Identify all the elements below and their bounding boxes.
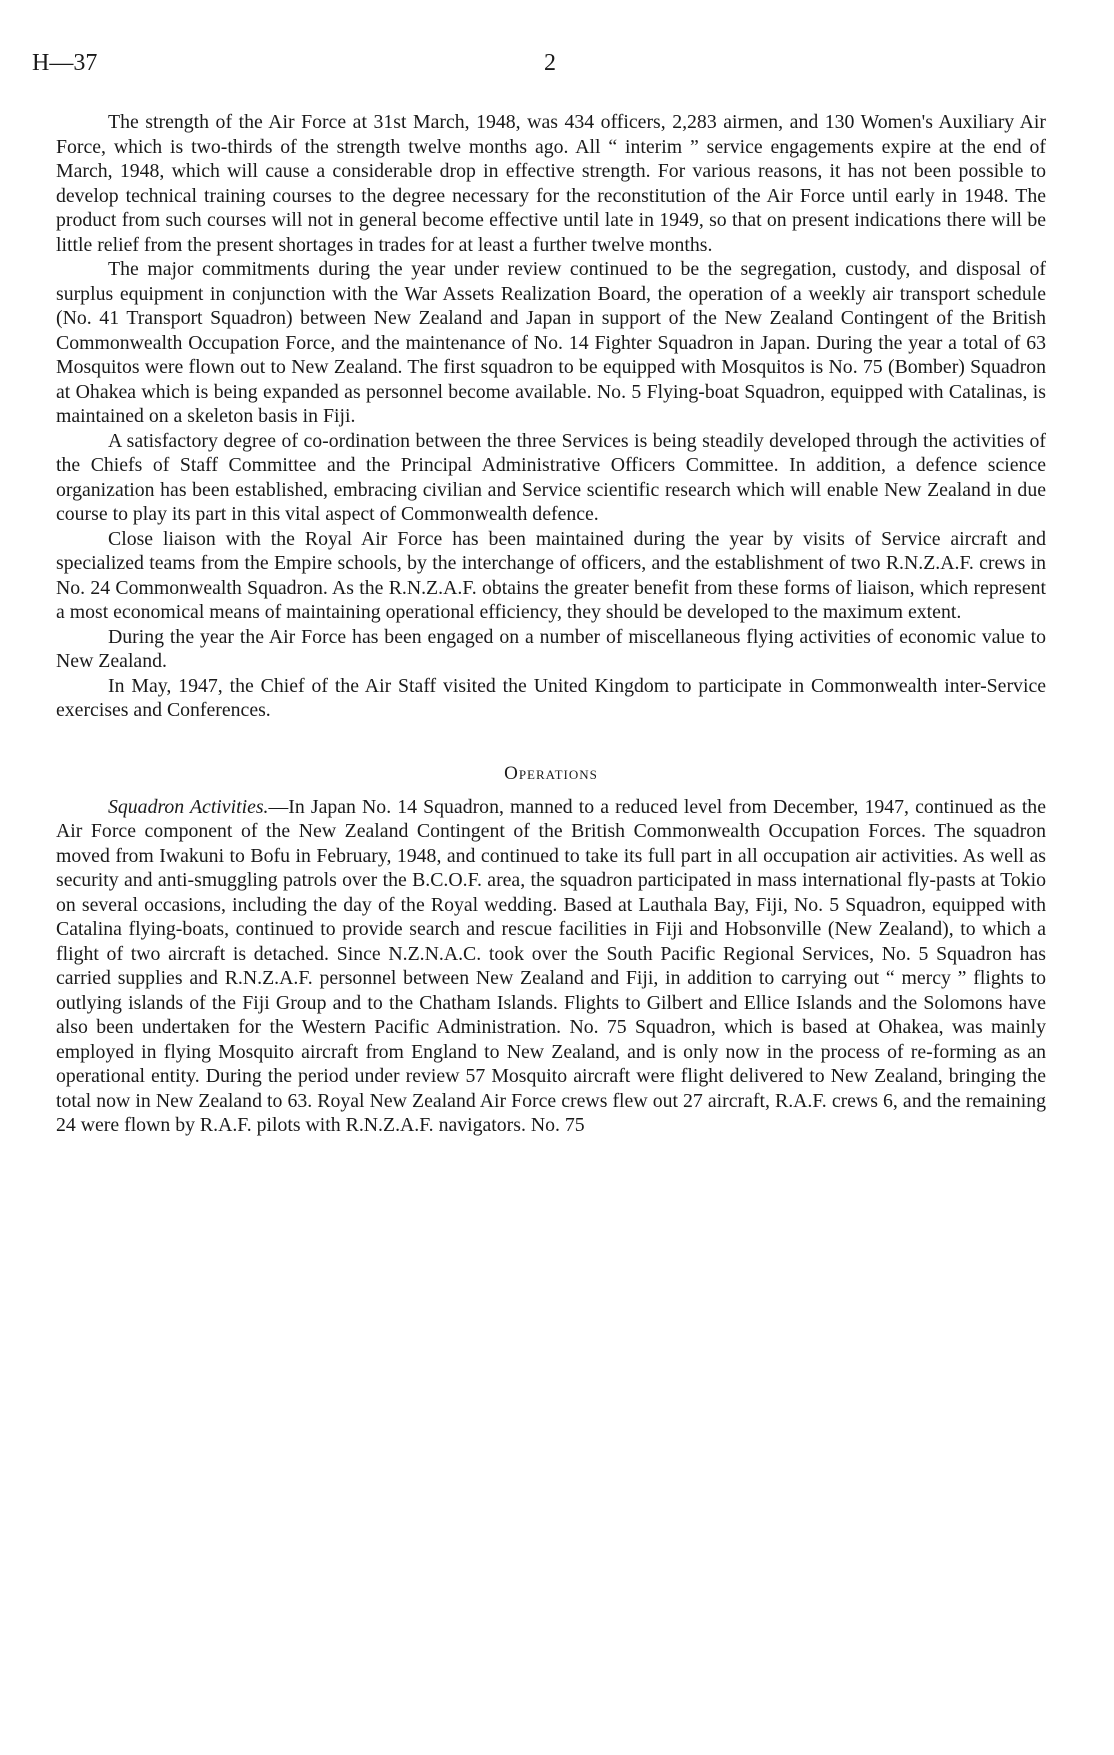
section-heading-operations: Operations: [504, 762, 598, 784]
paragraph-strength: The strength of the Air Force at 31st March, 1948, was 434 officers, 2,283 airmen, and 130 Women's Auxiliary Air Force, which is two-thirds of the strength twelve months ago. All “ interim ” service engagements expire at the end of March, 1948, which will cause a considerable drop in effective strength. For various reasons, it has not been possible to develop technical training courses to the degree necessary for the reconstitution of the Air Force until early in 1948. The product from such courses will not in general become effective until late in 1949, so that on present indications there will be little relief from the present shortages in trades for at least a further twelve months.: [56, 111, 1046, 256]
page-number: 2: [544, 50, 556, 76]
paragraph-squadron-activities: [56, 795, 1046, 1138]
page-header: [32, 50, 1056, 86]
paragraph-liaison: Close liaison with the Royal Air Force has been maintained during the year by visits of Service aircraft and specialized teams from the Empire schools, by the interchange of officers, and the establishment of two R.N.Z.A.F. crews in No. 24 Commonwealth Squadron. As the R.N.Z.A.F. obtains the greater benefit from these forms of liaison, which represent a most economical means of maintaining operational efficiency, they should be developed to the maximum extent.: [56, 527, 1046, 623]
squadron-activities-text: —In Japan No. 14 Squadron, manned to a reduced level from December, 1947, continued as the Air Force component of the New Zealand Contingent of the British Commonwealth Occupation Forces. The squadron moved from Iwakuni to Bofu in February, 1948, and continued to take its full part in all occupation air activities. As well as security and anti-smuggling patrols over the B.C.O.F. area, the squadron participated in mass international fly-pasts at Tokio on several occasions, including the day of the Royal wedding. Based at Lauthala Bay, Fiji, No. 5 Squadron, equipped with Catalina flying-boats, continued to provide search and rescue facilities in Fiji and Hobsonville (New Zealand), to which a flight of two aircraft is detached. Since N.Z.N.A.C. took over the South Pacific Regional Services, No. 5 Squadron has carried supplies and R.N.Z.A.F. personnel between New Zealand and Fiji, in addition to carrying out “ mercy ” flights to outlying islands of the Fiji Group and to the Chatham Islands. Flights to Gilbert and Ellice Islands and the Solomons have also been undertaken for the Western Pacific Administration. No. 75 Squadron, which is based at Ohakea, was mainly employed in flying Mosquito aircraft from England to New Zealand, and is only now in the process of re-forming as an operational entity. During the period under review 57 Mosquito aircraft were flight delivered to New Zealand, bringing the total now in New Zealand to 63. Royal New Zealand Air Force crews flew out 27 aircraft, R.A.F. crews 6, and the remaining 24 were flown by R.A.F. pilots with R.N.Z.A.F. navigators. No. 75: [56, 795, 1046, 1136]
document-reference: H—37: [32, 50, 98, 76]
runin-heading: Squadron Activities.: [108, 795, 269, 818]
document-body: [56, 110, 1046, 1138]
paragraph-coordination: A satisfactory degree of co-ordination between the three Services is being steadily developed through the activities of the Chiefs of Staff Committee and the Principal Administrative Officers Committee. In addition, a defence science organization has been established, embracing civilian and Service scientific research which will enable New Zealand in due course to play its part in this vital aspect of Commonwealth defence.: [56, 429, 1046, 525]
paragraph-flying-activities: During the year the Air Force has been engaged on a number of miscellaneous flying activities of economic value to New Zealand.: [56, 625, 1046, 672]
paragraph-chief-visit: In May, 1947, the Chief of the Air Staff visited the United Kingdom to participate in Commonwealth inter-Service exercises and Conferences.: [56, 674, 1046, 721]
paragraph-commitments: The major commitments during the year under review continued to be the segregation, custody, and disposal of surplus equipment in conjunction with the War Assets Realization Board, the operation of a weekly air transport schedule (No. 41 Transport Squadron) between New Zealand and Japan in support of the New Zealand Contingent of the British Commonwealth Occupation Force, and the maintenance of No. 14 Fighter Squadron in Japan. During the year a total of 63 Mosquitos were flown out to New Zealand. The first squadron to be equipped with Mosquitos is No. 75 (Bomber) Squadron at Ohakea which is being expanded as personnel become available. No. 5 Flying-boat Squadron, equipped with Catalinas, is maintained on a skeleton basis in Fiji.: [56, 258, 1046, 427]
